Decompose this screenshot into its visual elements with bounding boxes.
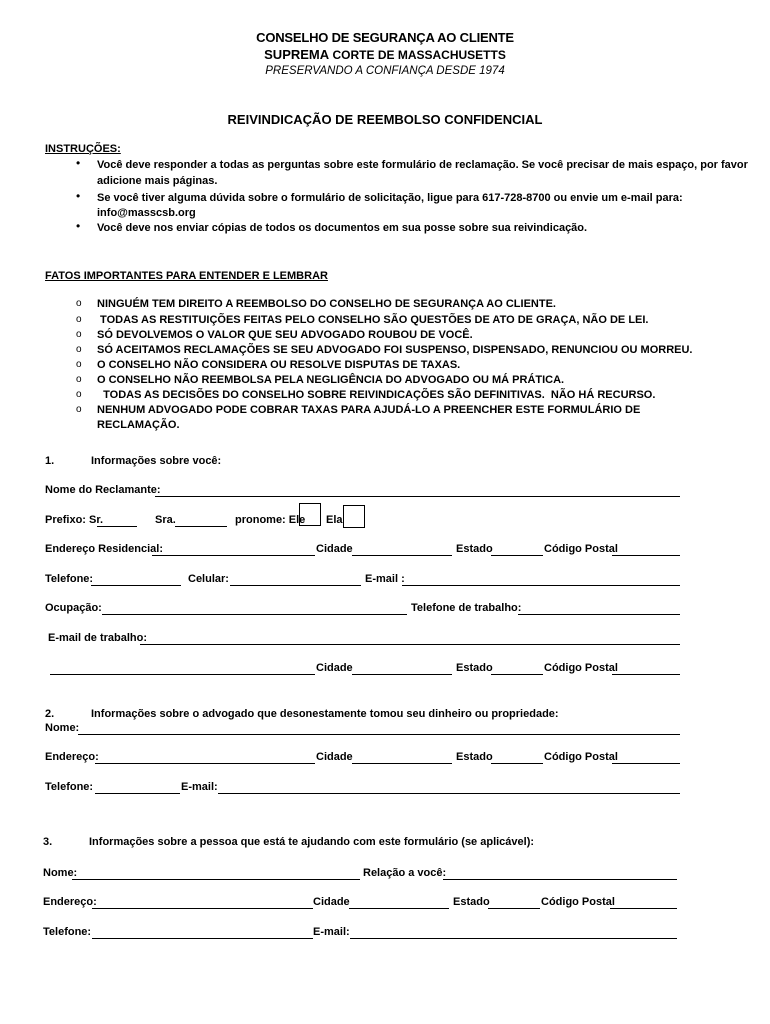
work-zip-field[interactable] [612, 674, 680, 675]
city-label: Cidade [316, 662, 353, 674]
tagline: PRESERVANDO A CONFIANÇA DESDE 1974 [265, 65, 505, 77]
attorney-address-field[interactable] [95, 763, 315, 764]
relation-field[interactable] [443, 879, 677, 880]
attorney-email-label: E-mail: [181, 781, 218, 793]
zip-label: Código Postal [544, 751, 618, 763]
court-name: SUPREMA CORTE DE MASSACHUSETTS [264, 47, 506, 62]
attorney-zip-field[interactable] [612, 763, 680, 764]
section-number: 3. [43, 836, 53, 848]
bullet-icon: • [76, 189, 81, 203]
attorney-name-label: Nome: [45, 722, 80, 734]
helper-phone-field[interactable] [92, 938, 313, 939]
work-phone-label: Telefone de trabalho: [411, 602, 522, 614]
city-field[interactable] [352, 555, 452, 556]
fact-item: NENHUM ADVOGADO PODE COBRAR TAXAS PARA AJUDÁ-LO A PREENCHER ESTE FORMULÁRIO DE [97, 404, 641, 416]
zip-label: Código Postal [541, 896, 615, 908]
facts-heading: FATOS IMPORTANTES PARA ENTENDER E LEMBRAR [45, 270, 328, 282]
state-label: Estado [456, 751, 493, 763]
claimant-name-field[interactable] [155, 496, 680, 497]
helper-address-field[interactable] [92, 908, 313, 909]
attorney-state-field[interactable] [491, 763, 543, 764]
council-name: CONSELHO DE SEGURANÇA AO CLIENTE [256, 30, 514, 45]
form-title: REIVINDICAÇÃO DE REEMBOLSO CONFIDENCIAL [227, 112, 543, 127]
instruction-item: info@masscsb.org [97, 207, 196, 219]
pronoun-she-label: Ela [326, 514, 343, 526]
attorney-address-label: Endereço: [45, 751, 99, 763]
email-field[interactable] [402, 585, 680, 586]
helper-city-field[interactable] [349, 908, 449, 909]
instruction-item: Você deve responder a todas as perguntas sobre este formulário de reclamação. Se você precisar de mais espaço, por favor [97, 159, 748, 171]
helper-state-field[interactable] [488, 908, 540, 909]
circle-bullet-icon: o [76, 344, 82, 355]
work-phone-field[interactable] [518, 614, 680, 615]
section-title: Informações sobre você: [91, 455, 222, 467]
helper-email-label: E-mail: [313, 926, 350, 938]
attorney-name-field[interactable] [78, 734, 680, 735]
occupation-label: Ocupação: [45, 602, 102, 614]
helper-address-label: Endereço: [43, 896, 97, 908]
email-label: E-mail : [365, 573, 405, 585]
section-title: Informações sobre o advogado que desonestamente tomou seu dinheiro ou propriedade: [91, 708, 559, 720]
instruction-item: Se você tiver alguma dúvida sobre o formulário de solicitação, ligue para 617-728-8700 ou envie um e-mail para: [97, 192, 683, 204]
fact-item: TODAS AS DECISÕES DO CONSELHO SOBRE REIVINDICAÇÕES SÃO DEFINITIVAS. NÃO HÁ RECURSO. [97, 389, 656, 401]
prefix-label: Prefixo: Sr. [45, 514, 104, 526]
state-label: Estado [456, 543, 493, 555]
prefix-mrs-label: Sra. [155, 514, 176, 526]
cell-field[interactable] [230, 585, 361, 586]
claimant-name-label: Nome do Reclamante: [45, 484, 161, 496]
section-number: 2. [45, 708, 55, 720]
attorney-city-field[interactable] [352, 763, 452, 764]
helper-name-label: Nome: [43, 867, 78, 879]
pronoun-label: pronome: Ele [235, 514, 306, 526]
helper-email-field[interactable] [350, 938, 677, 939]
circle-bullet-icon: o [76, 314, 82, 325]
helper-zip-field[interactable] [610, 908, 677, 909]
cell-label: Celular: [188, 573, 229, 585]
helper-name-field[interactable] [72, 879, 360, 880]
city-label: Cidade [316, 543, 353, 555]
helper-phone-label: Telefone: [43, 926, 92, 938]
instruction-item: adicione mais páginas. [97, 175, 218, 187]
circle-bullet-icon: o [76, 329, 82, 340]
work-email-field[interactable] [140, 644, 680, 645]
zip-field[interactable] [612, 555, 680, 556]
section-number: 1. [45, 455, 55, 467]
bullet-icon: • [76, 156, 81, 170]
state-field[interactable] [491, 555, 543, 556]
state-label: Estado [456, 662, 493, 674]
work-address-field[interactable] [50, 674, 315, 675]
instructions-heading: INSTRUÇÕES: [45, 143, 121, 155]
bullet-icon: • [76, 219, 81, 233]
instruction-item: Você deve nos enviar cópias de todos os documentos em sua posse sobre sua reivindicação. [97, 222, 588, 234]
city-label: Cidade [313, 896, 350, 908]
fact-item: SÓ DEVOLVEMOS O VALOR QUE SEU ADVOGADO ROUBOU DE VOCÊ. [97, 329, 473, 341]
address-field[interactable] [152, 555, 315, 556]
work-state-field[interactable] [491, 674, 543, 675]
fact-item: NINGUÉM TEM DIREITO A REEMBOLSO DO CONSELHO DE SEGURANÇA AO CLIENTE. [97, 298, 556, 310]
fact-item: O CONSELHO NÃO CONSIDERA OU RESOLVE DISPUTAS DE TAXAS. [97, 359, 461, 371]
address-label: Endereço Residencial: [45, 543, 163, 555]
relation-label: Relação a você: [363, 867, 447, 879]
pronoun-she-checkbox[interactable] [343, 505, 365, 528]
prefix-mrs-field[interactable] [175, 526, 227, 527]
zip-label: Código Postal [544, 662, 618, 674]
circle-bullet-icon: o [76, 298, 82, 309]
phone-label: Telefone: [45, 573, 94, 585]
prefix-mr-field[interactable] [97, 526, 137, 527]
state-label: Estado [453, 896, 490, 908]
fact-item: SÓ ACEITAMOS RECLAMAÇÕES SE SEU ADVOGADO FOI SUSPENSO, DISPENSADO, RENUNCIOU OU MORREU. [97, 344, 693, 356]
zip-label: Código Postal [544, 543, 618, 555]
phone-field[interactable] [91, 585, 181, 586]
circle-bullet-icon: o [76, 374, 82, 385]
fact-item: TODAS AS RESTITUIÇÕES FEITAS PELO CONSELHO SÃO QUESTÕES DE ATO DE GRAÇA, NÃO DE LEI. [97, 314, 649, 326]
attorney-phone-label: Telefone: [45, 781, 94, 793]
circle-bullet-icon: o [76, 389, 82, 400]
attorney-email-field[interactable] [218, 793, 680, 794]
work-email-label: E-mail de trabalho: [48, 632, 148, 644]
fact-item: RECLAMAÇÃO. [97, 419, 180, 431]
city-label: Cidade [316, 751, 353, 763]
section-title: Informações sobre a pessoa que está te ajudando com este formulário (se aplicável): [89, 836, 535, 848]
pronoun-he-checkbox[interactable] [299, 503, 321, 526]
work-city-field[interactable] [352, 674, 452, 675]
occupation-field[interactable] [102, 614, 407, 615]
circle-bullet-icon: o [76, 404, 82, 415]
circle-bullet-icon: o [76, 359, 82, 370]
attorney-phone-field[interactable] [95, 793, 180, 794]
fact-item: O CONSELHO NÃO REEMBOLSA PELA NEGLIGÊNCIA DO ADVOGADO OU MÁ PRÁTICA. [97, 374, 565, 386]
